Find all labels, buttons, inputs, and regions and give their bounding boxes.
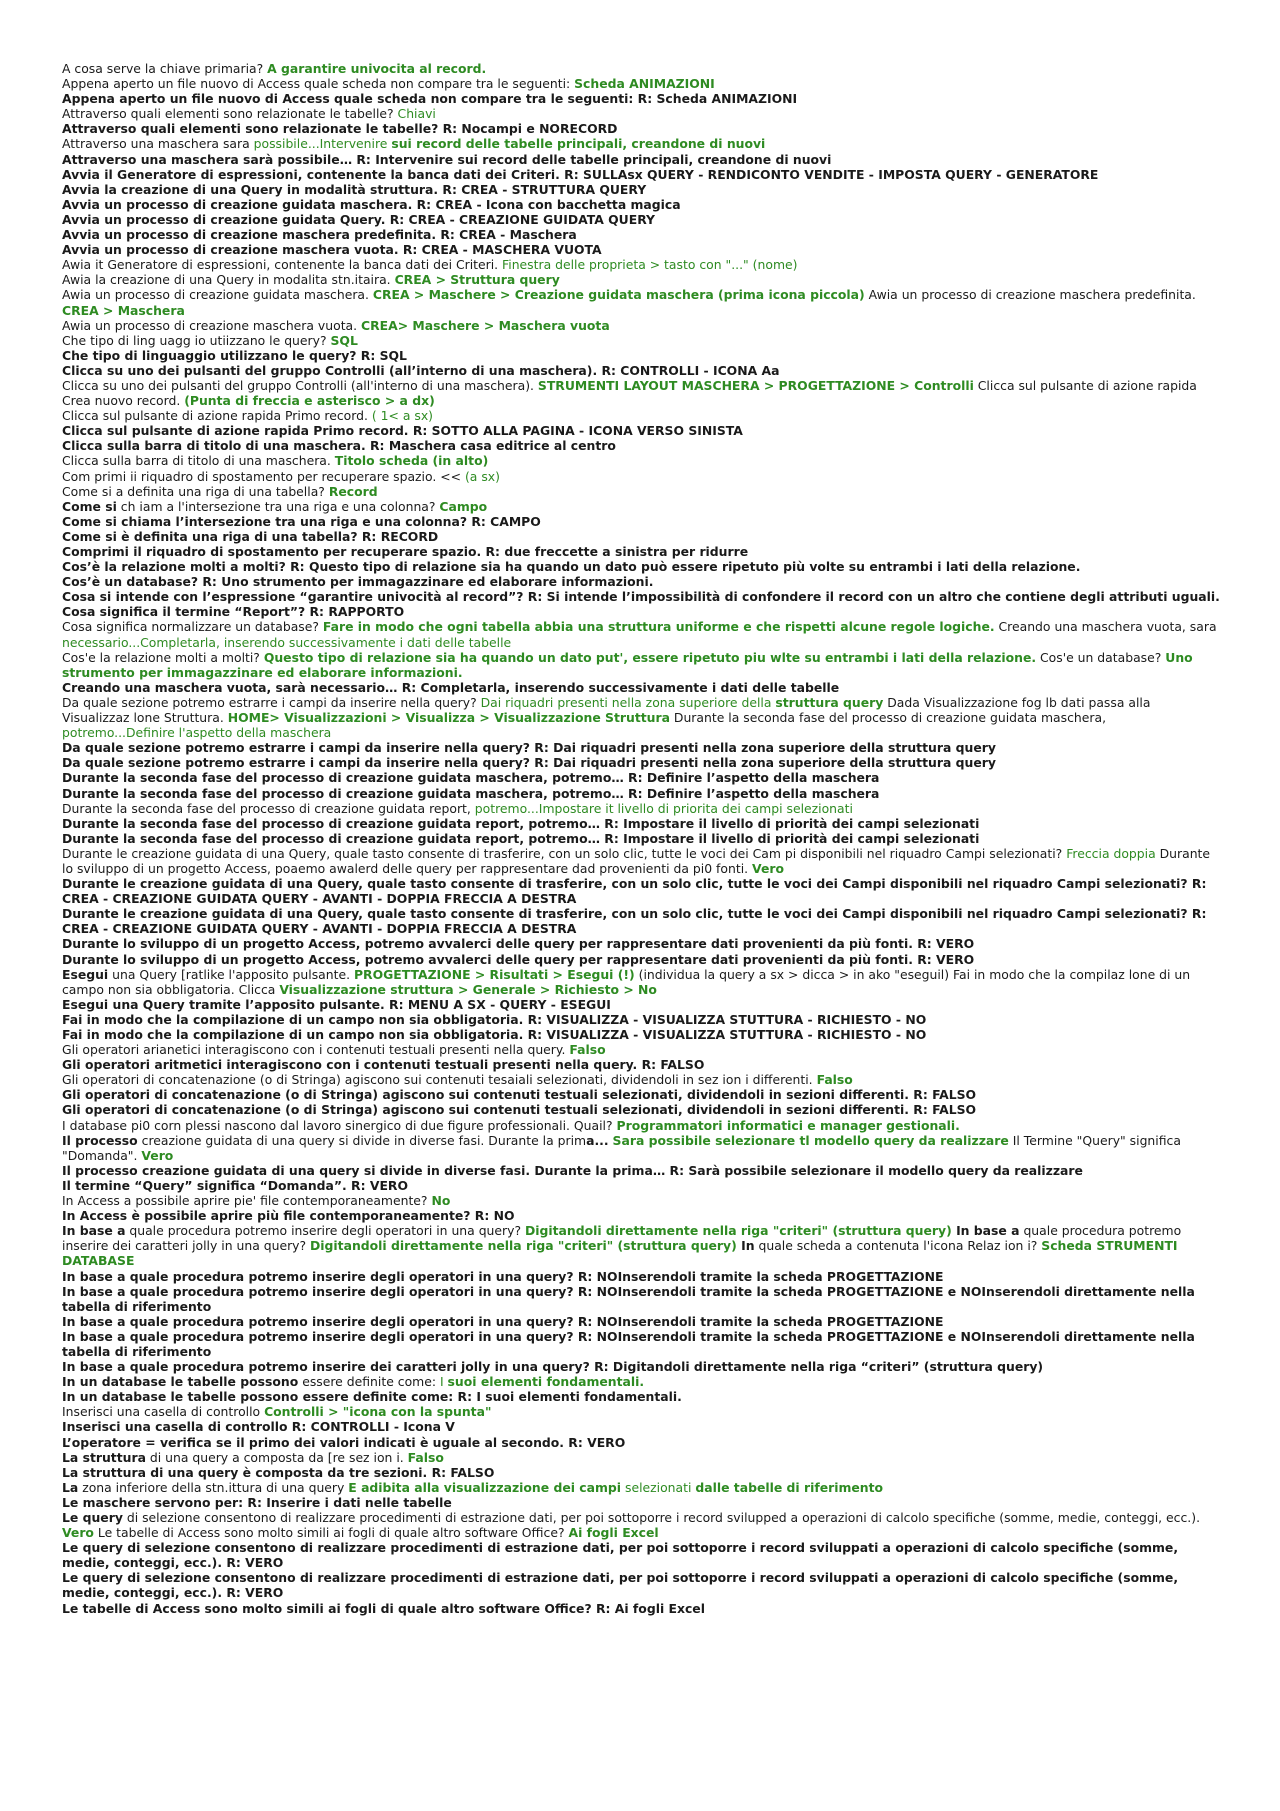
text-segment: Fai in modo che la compilazione di un campo non sia obbligatoria. R: VISUALIZZA - VISUALIZZA STUTTURA - RICHIESTO - NO (62, 1027, 927, 1042)
text-segment: Chiavi (397, 106, 436, 122)
text-segment: Gli operatori aritmetici interagiscono con i contenuti testuali presenti nella query. R: FALSO (62, 1057, 705, 1073)
text-segment: Awia un processo di creazione guidata maschera. (62, 287, 373, 303)
text-segment: suoi elementi fondamentali. (447, 1374, 645, 1390)
text-segment: Cos'e un database? (1036, 649, 1166, 665)
text-line (62, 378, 1220, 408)
text-segment: Cos'e la relazione molti a molti? (62, 649, 264, 665)
text-segment: A cosa serve la chiave primaria? (62, 61, 268, 76)
text-segment: In base a quale procedura potremo inserire degli operatori in una query? R: NOInserendoli tramite la scheda PROGETTAZIONE (62, 1268, 944, 1284)
text-line (62, 1374, 1220, 1389)
text-segment: Finestra delle proprieta > tasto con "..." (nome) (502, 257, 798, 273)
text-line (62, 755, 1220, 770)
text-line (62, 786, 1220, 801)
text-line (62, 604, 1220, 619)
text-segment: Come si (62, 498, 117, 514)
text-segment: essere definite come: (298, 1374, 440, 1390)
text-segment: Esegui una Query tramite l’apposito pulsante. R: MENU A SX - QUERY - ESEGUI (62, 996, 611, 1012)
text-segment: Durante le creazione guidata di una Query, quale tasto consente di trasferire, con un solo clic, tutte le voci dei Campi disponibili nel riquadro Campi selezionati? R: CREA - CREAZIONE GUIDATA QUERY - AVANTI - DOPPIA FRECCIA A DESTRA (62, 876, 1207, 907)
text-line (62, 212, 1220, 227)
text-line (62, 1208, 1220, 1223)
text-line (62, 1178, 1220, 1193)
text-segment: Digitandoli direttamente nella riga "criteri" (struttura query) (310, 1238, 737, 1254)
text-line (62, 1404, 1220, 1419)
text-segment: CREA > Maschera (62, 302, 185, 318)
text-line (62, 152, 1220, 167)
text-line (62, 619, 1220, 649)
text-segment: Programmatori informatici e manager gestionali. (616, 1117, 960, 1133)
text-segment: Awia un processo di creazione maschera predefinita. (864, 287, 1196, 303)
text-line (62, 816, 1220, 831)
text-line (62, 680, 1220, 695)
text-segment: Creando una maschera vuota, sarà necessario… R: Completarla, inserendo successivamente i dati delle tabelle (62, 679, 840, 695)
text-segment: Che tipo di ling uagg io utiizzano le query? (62, 332, 331, 348)
text-segment: Gli operatori di concatenazione (o di Stringa) agiscono sui contenuti tesaiali selezionati, dividendoli in sez ion i differenti. (62, 1072, 817, 1088)
text-line (62, 589, 1220, 604)
text-line (62, 1570, 1220, 1600)
text-segment: Come si a definita una riga di una tabella? (62, 483, 329, 499)
text-segment: Durante lo sviluppo di un progetto Access, potremo avvalerci delle query per rappresentare dati provenienti da più fonti. R: VERO (62, 936, 975, 952)
text-segment: Campo (439, 498, 488, 514)
text-segment: In un database le tabelle possono essere definite come: R: I suoi elementi fondamentali. (62, 1389, 682, 1405)
text-segment: In base a quale procedura potremo inserire degli operatori in una query? R: NOInserendoli tramite la scheda PROGETTAZIONE (62, 1313, 944, 1329)
text-segment: Clicca sulla barra di titolo di una maschera. (62, 453, 335, 469)
text-line (62, 1435, 1220, 1450)
text-line (62, 770, 1220, 785)
text-segment: (Punta di freccia e asterisco > a dx) (184, 393, 435, 409)
text-segment: Creando una maschera vuota, sara (994, 619, 1217, 635)
text-line (62, 499, 1220, 514)
text-line (62, 438, 1220, 453)
text-segment: Appena aperto un file nuovo di Access quale scheda non compare tra le seguenti: R: Scheda ANIMAZIONI (62, 91, 798, 107)
text-segment: Cosa significa normalizzare un database? (62, 619, 323, 635)
text-segment: Fai in modo che la compilazione di un campo non sia obbligatoria. R: VISUALIZZA - VISUALIZZA STUTTURA - RICHIESTO - NO (62, 1011, 927, 1027)
text-segment: Questo tipo di relazione sia ha quando un dato put', essere ripetuto piu wlte su entrambi i lati della relazione. (263, 649, 1037, 665)
text-segment: Vero (752, 860, 784, 876)
text-segment: quale scheda a contenuta l'icona Relaz ion i? (754, 1238, 1042, 1254)
text-segment: Il Termine "Query" significa "Domanda". (62, 1132, 1181, 1163)
text-segment: Le query di selezione consentono di realizzare procedimenti di estrazione dati, per poi sottoporre i record sviluppati a operazioni di calcolo specifiche (somme, medie, conteggi, ecc.). R: VERO (62, 1570, 1179, 1601)
text-segment: Controlli > "icona con la spunta" (264, 1404, 492, 1420)
text-segment: L’operatore = verifica se il primo dei valori indicati è uguale al secondo. R: VERO (62, 1434, 626, 1450)
text-segment: La struttura (62, 1449, 146, 1465)
text-line (62, 1163, 1220, 1178)
text-segment: Scheda ANIMAZIONI (574, 76, 715, 92)
text-segment: Durante le creazione guidata di una Query, quale tasto consente di trasferire, con un solo clic, tutte le voci dei Cam pi disponibili nel riquadro Campi selezionati? (62, 845, 1067, 861)
text-line (62, 333, 1220, 348)
text-segment: Cos’è la relazione molti a molti? R: Questo tipo di relazione sia ha quando un dato può essere ripetuto più volte su entrambi i lati della relazione. (62, 559, 1081, 575)
text-segment: Le maschere servono per: R: Inserire i dati nelle tabelle (62, 1494, 452, 1510)
text-line (62, 514, 1220, 529)
text-segment: Il processo (62, 1132, 138, 1148)
text-segment: In base a quale procedura potremo inserire degli operatori in una query? R: NOInserendoli tramite la scheda PROGETTAZIONE e NOInserendoli direttamente nella tabella di riferimento (62, 1283, 1195, 1314)
text-segment: dalle tabelle di riferimento (695, 1479, 884, 1495)
text-line (62, 182, 1220, 197)
text-line (62, 408, 1220, 423)
text-segment: possibile...Intervenire (253, 136, 392, 152)
text-line (62, 1495, 1220, 1510)
text-line (62, 831, 1220, 846)
text-segment: Inserisci una casella di controllo R: CONTROLLI - Icona V (62, 1419, 455, 1435)
text-line (62, 801, 1220, 816)
text-line (62, 1329, 1220, 1359)
text-line (62, 1359, 1220, 1374)
text-line (62, 287, 1220, 317)
text-line (62, 242, 1220, 257)
text-line (62, 1465, 1220, 1480)
text-segment: Attraverso una maschera sara (62, 136, 254, 152)
text-segment: CREA > Struttura query (394, 272, 560, 288)
text-segment: CREA> Maschere > Maschera vuota (361, 317, 610, 333)
text-line (62, 1601, 1220, 1616)
text-segment: PROGETTAZIONE > Risultati > Esegui (!) (353, 966, 635, 982)
text-line (62, 544, 1220, 559)
text-segment: Durante la seconda fase del processo di creazione guidata report, potremo… R: Impostare il livello di priorità dei campi selezionati (62, 830, 980, 846)
text-line (62, 423, 1220, 438)
text-segment: Sara possibile selezionare tl modello query da realizzare (612, 1132, 1009, 1148)
text-segment: Vero (141, 1147, 174, 1163)
text-segment: Gli operatori di concatenazione (o di Stringa) agiscono sui contenuti testuali selezionati, dividendoli in sezioni differenti. R: FALSO (62, 1087, 977, 1103)
text-segment: selezionati (621, 1479, 696, 1495)
text-line (62, 650, 1220, 680)
text-line (62, 348, 1220, 363)
text-segment: Vero (62, 1525, 94, 1541)
text-segment: Comprimi il riquadro di spostamento per recuperare spazio. R: due freccette a sinistra per ridurre (62, 544, 749, 559)
text-segment: Freccia doppia (1066, 845, 1156, 861)
text-segment: Titolo scheda (in alto) (334, 453, 489, 469)
text-segment: Le tabelle di Access sono molto simili ai fogli di quale altro software Office? (93, 1525, 569, 1541)
text-segment: Attraverso quali elementi sono relazionate le tabelle? (62, 106, 398, 122)
text-segment: Come si chiama l’intersezione tra una riga e una colonna? R: CAMPO (62, 513, 541, 529)
text-segment: (individua la query a sx > dicca > in ako "eseguil) Fai in modo che la compilaz lone di un campo non sia obbligatoria. Clicca (62, 966, 1191, 997)
text-segment: Avvia la creazione di una Query in modalità struttura. R: CREA - STRUTTURA QUERY (62, 181, 647, 197)
text-segment: Clicca su uno dei pulsanti del gruppo Controlli (all’interno di una maschera). R: CONTROLLI - ICONA Aa (62, 362, 780, 378)
text-segment: quale procedura potremo inserire dei caratteri jolly in una query? (62, 1223, 1182, 1254)
text-line (62, 318, 1220, 333)
text-line (62, 1102, 1220, 1117)
text-line (62, 453, 1220, 468)
text-line (62, 1072, 1220, 1087)
text-segment: Il termine “Query” significa “Domanda”. R: VERO (62, 1177, 408, 1193)
text-segment: STRUMENTI LAYOUT MASCHERA > PROGETTAZIONE > Controlli (537, 377, 974, 393)
text-line (62, 559, 1220, 574)
text-segment: Awia la creazione di una Query in modalita stn.itaira. (62, 272, 395, 288)
text-segment: Falso (569, 1042, 606, 1058)
text-line (62, 484, 1220, 499)
text-segment: Cosa si intende con l’espressione “garantire univocità al record”? R: Si intende l’impossibilità di confondere il record con un altro che contiene degli attributi uguali. (62, 589, 1220, 605)
text-segment: Avvia un processo di creazione maschera vuota. R: CREA - MASCHERA VUOTA (62, 242, 602, 258)
text-line (62, 363, 1220, 378)
text-line (62, 1118, 1220, 1133)
text-segment: Clicca sul pulsante di azione rapida Primo record. R: SOTTO ALLA PAGINA - ICONA VERSO SINISTA (62, 423, 743, 439)
text-segment: zona inferiore della stn.ittura di una query (78, 1479, 349, 1495)
text-segment: Gli operatori di concatenazione (o di Stringa) agiscono sui contenuti testuali selezionati, dividendoli in sezioni differenti. R: FALSO (62, 1102, 977, 1118)
text-line (62, 121, 1220, 136)
text-segment: Record (328, 483, 378, 499)
text-line (62, 272, 1220, 287)
text-segment: struttura query (775, 694, 884, 710)
text-segment: I (439, 1374, 448, 1390)
text-segment: Inserisci una casella di controllo (62, 1404, 265, 1420)
text-line (62, 876, 1220, 906)
text-line (62, 106, 1220, 121)
text-line (62, 695, 1220, 740)
text-segment: Visualizzazione struttura > Generale > Richiesto > No (279, 981, 657, 997)
text-segment: di una query a composta da [re sez ion i. (145, 1449, 408, 1465)
text-line (62, 1540, 1220, 1570)
text-segment: La (62, 1479, 79, 1495)
text-line (62, 197, 1220, 212)
text-segment: HOME> Visualizzazioni > Visualizza > Visualizzazione Struttura (227, 710, 670, 726)
text-segment: sui record delle tabelle principali, creandone di nuovi (391, 136, 766, 152)
text-line (62, 1389, 1220, 1404)
text-segment: Durante la seconda fase del processo di creazione guidata report, (62, 800, 475, 816)
text-segment: Durante la seconda fase del processo di creazione guidata maschera, potremo… R: Definire l’aspetto della maschera (62, 770, 880, 786)
text-segment: Durante lo sviluppo di un progetto Access, poaemo awalerd delle query per rappresentare dad provenienti da pi0 fonti. (62, 845, 1211, 876)
text-segment: SQL (330, 332, 358, 348)
text-segment: No (431, 1193, 451, 1209)
text-segment: Le query di selezione consentono di realizzare procedimenti di estrazione dati, per poi sottoporre i record sviluppati a operazioni di calcolo specifiche (somme, medie, conteggi, ecc.). R: VERO (62, 1540, 1179, 1571)
text-line (62, 1012, 1220, 1027)
text-segment: Avvia un processo di creazione guidata maschera. R: CREA - Icona con bacchetta magica (62, 196, 681, 212)
text-line (62, 1510, 1220, 1540)
text-segment: Cos’è un database? R: Uno strumento per immagazzinare ed elaborare informazioni. (62, 574, 654, 590)
text-segment: Falso (816, 1072, 853, 1088)
text-segment: I database pi0 corn plessi nascono dal lavoro sinergico di due figure professionali. Quail? (62, 1117, 617, 1133)
text-segment: Awia un processo di creazione maschera vuota. (62, 317, 362, 333)
text-segment: E adibita alla visualizzazione dei campi (348, 1479, 622, 1495)
text-segment: In base a quale procedura potremo inserire degli operatori in una query? R: NOInserendoli tramite la scheda PROGETTAZIONE e NOInserendoli direttamente nella tabella di riferimento (62, 1328, 1195, 1359)
text-segment: Fare in modo che ogni tabella abbia una struttura uniforme e che rispetti alcune regole logiche. (322, 619, 995, 635)
text-segment: Il processo creazione guidata di una query si divide in diverse fasi. Durante la prima… R: Sarà possibile selezionare il modello query da realizzare (62, 1162, 1083, 1178)
text-line (62, 1133, 1220, 1163)
text-line (62, 1450, 1220, 1465)
text-line (62, 952, 1220, 967)
text-segment: Dada Visualizzazione fog lb dati passa alla Visualizzaz lone Struttura. (62, 694, 1151, 726)
text-line (62, 1087, 1220, 1102)
text-segment: Dai riquadri presenti nella zona superiore della (480, 694, 776, 710)
text-segment: In (736, 1238, 755, 1254)
text-line (62, 1284, 1220, 1314)
text-line (62, 846, 1220, 876)
text-segment: potremo...Impostare it livello di priorita dei campi selezionati (474, 800, 853, 816)
text-segment: Esegui (62, 966, 109, 982)
text-line (62, 1193, 1220, 1208)
text-segment: Clicca sul pulsante di azione rapida Primo record. (62, 408, 372, 424)
text-line (62, 529, 1220, 544)
text-segment: Clicca sulla barra di titolo di una maschera. R: Maschera casa editrice al centro (62, 438, 616, 454)
text-segment: In Access è possibile aprire più file contemporaneamente? R: NO (62, 1208, 515, 1224)
text-segment: Avvia il Generatore di espressioni, contenente la banca dati dei Criteri. R: SULLAsx QUERY - RENDICONTO VENDITE - IMPOSTA QUERY - GENERATORE (62, 166, 1099, 182)
text-segment: Durante le creazione guidata di una Query, quale tasto consente di trasferire, con un solo clic, tutte le voci dei Campi disponibili nel riquadro Campi selezionati? R: CREA - CREAZIONE GUIDATA QUERY - AVANTI - DOPPIA FRECCIA A DESTRA (62, 906, 1207, 937)
text-line (62, 91, 1220, 106)
text-segment: ch iam a l'intersezione tra una riga e una colonna? (116, 498, 440, 514)
text-segment: Durante la seconda fase del processo di creazione guidata report, potremo… R: Impostare il livello di priorità dei campi selezionati (62, 815, 980, 831)
text-segment: In base a (951, 1223, 1020, 1239)
text-segment: Avvia un processo di creazione maschera predefinita. R: CREA - Maschera (62, 227, 577, 243)
text-segment: Come si è definita una riga di una tabella? R: RECORD (62, 528, 439, 544)
text-segment: a... (586, 1132, 609, 1148)
text-segment: La struttura di una query è composta da tre sezioni. R: FALSO (62, 1464, 495, 1480)
text-segment: Da quale sezione potremo estrarre i campi da inserire nella query? R: Dai riquadri presenti nella zona superiore della struttura query (62, 740, 996, 756)
text-line (62, 1223, 1220, 1268)
text-segment: Scheda STRUMENTI DATABASE (62, 1238, 1178, 1269)
text-segment: Digitandoli direttamente nella riga "criteri" (struttura query) (524, 1223, 952, 1239)
text-segment: Durante la seconda fase del processo di creazione guidata maschera, (669, 710, 1107, 726)
text-line (62, 906, 1220, 936)
text-segment: Attraverso quali elementi sono relazionate le tabelle? R: Nocampi e NORECORD (62, 121, 618, 137)
text-segment: Da quale sezione potremo estrarre i campi da inserire nella query? R: Dai riquadri presenti nella zona superiore della struttura query (62, 755, 996, 771)
text-segment: In base a quale procedura potremo inserire dei caratteri jolly in una query? R: Digitandoli direttamente nella riga “criteri” (struttura query) (62, 1359, 1044, 1375)
text-line (62, 1314, 1220, 1329)
text-segment: Clicca sul pulsante di azione rapida Crea nuovo record. (62, 377, 1197, 409)
text-segment: Attraverso una maschera sarà possibile… R: Intervenire sui record delle tabelle principali, creandone di nuovi (62, 151, 832, 167)
text-line (62, 1419, 1220, 1434)
text-line (62, 574, 1220, 589)
text-segment: Clicca su uno dei pulsanti del gruppo Controlli (all'interno di una maschera). (62, 377, 538, 393)
text-line (62, 61, 1220, 76)
text-segment: Com primi ii riquadro di spostamento per recuperare spazio. << (62, 468, 465, 484)
text-segment: Durante lo sviluppo di un progetto Access, potremo avvalerci delle query per rappresentare dati provenienti da più fonti. R: VERO (62, 951, 975, 967)
text-segment: Ai fogli Excel (568, 1525, 659, 1541)
text-line (62, 227, 1220, 242)
text-segment: Durante la seconda fase del processo di creazione guidata maschera, potremo… R: Definire l’aspetto della maschera (62, 785, 880, 801)
text-segment: Da quale sezione potremo estrarre i campi da inserire nella query? (62, 694, 481, 710)
text-segment: creazione guidata di una query si divide in diverse fasi. Durante la prim (137, 1132, 587, 1148)
text-segment: In Access a possibile aprire pie' file contemporaneamente? (62, 1193, 432, 1209)
text-segment: Cosa significa il termine “Report”? R: RAPPORTO (62, 604, 405, 620)
text-line (62, 1027, 1220, 1042)
text-segment: Che tipo di linguaggio utilizzano le query? R: SQL (62, 347, 407, 363)
text-segment: Falso (407, 1449, 444, 1465)
text-line (62, 76, 1220, 91)
text-segment: Gli operatori arianetici interagiscono con i contenuti testuali presenti nella query. (62, 1042, 570, 1058)
text-segment: necessario...Completarla, inserendo successivamente i dati delle tabelle (62, 634, 512, 650)
text-segment: (a sx) (464, 468, 500, 484)
text-segment: In base a (62, 1223, 126, 1239)
text-line (62, 997, 1220, 1012)
text-segment: quale procedura potremo inserire degli operatori in una query? (125, 1223, 525, 1239)
text-segment: A garantire univocita al record. (267, 61, 487, 76)
text-line (62, 1057, 1220, 1072)
text-segment: una Query [ratlike l'apposito pulsante. (108, 966, 354, 982)
text-segment: Appena aperto un file nuovo di Access quale scheda non compare tra le seguenti: (62, 76, 575, 92)
text-segment: di selezione consentono di realizzare procedimenti di estrazione dati, per poi sottoporre i record svilupped a operazioni di calcolo specifiche (somme, medie, conteggi, ecc.). (122, 1510, 1201, 1525)
text-segment: Le tabelle di Access sono molto simili ai fogli di quale altro software Office? R: Ai fogli Excel (62, 1600, 705, 1616)
text-line (62, 1269, 1220, 1284)
text-line (62, 469, 1220, 484)
text-segment: Avvia un processo di creazione guidata Query. R: CREA - CREAZIONE GUIDATA QUERY (62, 211, 656, 227)
text-line (62, 936, 1220, 951)
text-line (62, 136, 1220, 151)
text-segment: potremo...Definire l'aspetto della maschera (62, 725, 332, 741)
text-line (62, 257, 1220, 272)
text-line (62, 740, 1220, 755)
text-line (62, 1042, 1220, 1057)
text-segment: Awia it Generatore di espressioni, contenente la banca dati dei Criteri. (62, 257, 503, 273)
text-segment: ( 1< a sx) (371, 408, 434, 424)
text-line (62, 967, 1220, 997)
text-line (62, 167, 1220, 182)
text-line (62, 1480, 1220, 1495)
text-segment: CREA > Maschere > Creazione guidata maschera (prima icona piccola) (372, 287, 865, 303)
text-segment: Uno strumento per immagazzinare ed elaborare informazioni. (62, 649, 1193, 680)
text-segment: Le query (62, 1510, 123, 1525)
text-segment: In un database le tabelle possono (62, 1374, 299, 1390)
